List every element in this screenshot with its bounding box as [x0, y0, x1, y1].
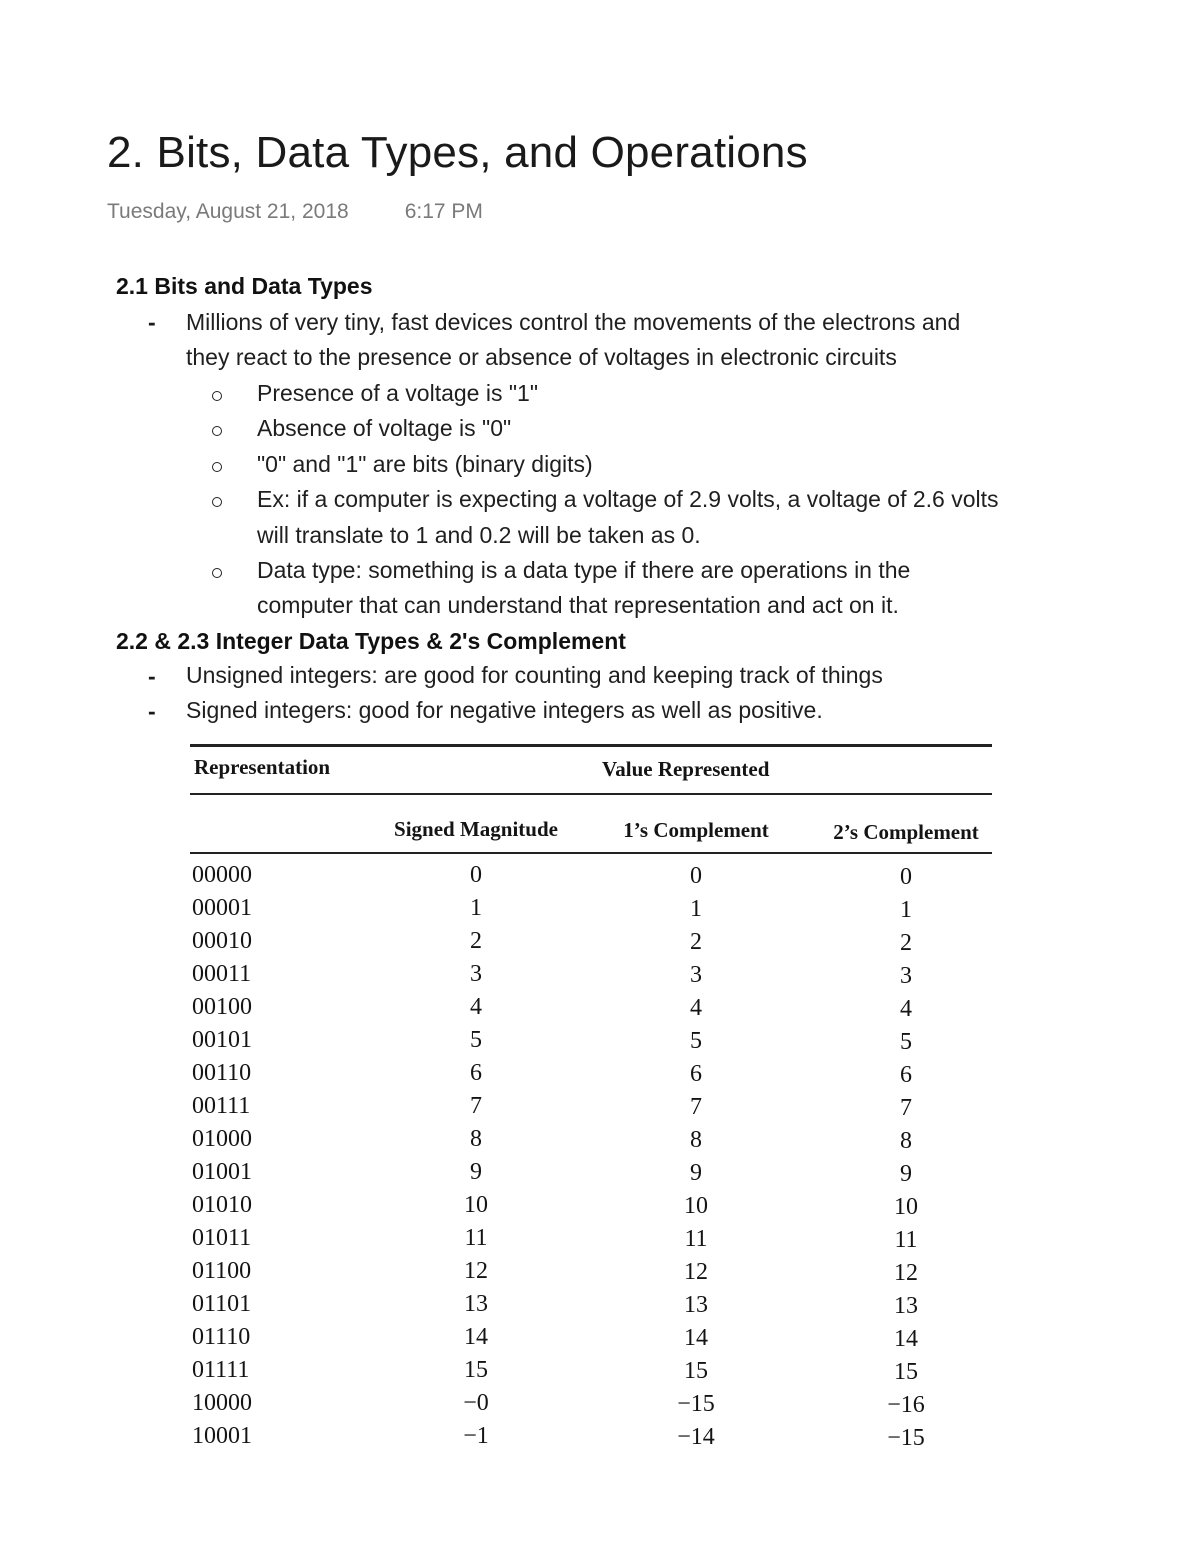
cell-representation: 00000	[192, 862, 252, 888]
bullet-dash: -	[148, 309, 156, 335]
cell-representation: 00111	[192, 1093, 251, 1119]
sub-bullet-text: Presence of a voltage is "1"	[257, 380, 538, 406]
cell-representation: 00100	[192, 994, 252, 1020]
cell-representation: 00001	[192, 895, 252, 921]
cell-representation: 01110	[192, 1324, 251, 1350]
bullet-dash: -	[148, 663, 156, 689]
section-heading-bits: 2.1 Bits and Data Types	[116, 273, 373, 299]
bullet-text: they react to the presence or absence of voltages in electronic circuits	[186, 344, 897, 370]
cell-representation: 01101	[192, 1291, 252, 1317]
sub-bullet-text: Data type: something is a data type if there are operations in the	[257, 557, 911, 583]
page-title: 2. Bits, Data Types, and Operations	[107, 128, 808, 177]
table-header-value: Value Represented	[602, 757, 770, 781]
sub-bullet-text: Ex: if a computer is expecting a voltage of 2.9 volts, a voltage of 2.6 volts	[257, 486, 999, 512]
table-rule-header-bottom	[190, 852, 992, 854]
bullet-circle	[212, 462, 222, 472]
sub-bullet-text: computer that can understand that representation and act on it.	[257, 592, 899, 618]
section-heading-integers: 2.2 & 2.3 Integer Data Types & 2's Complement	[116, 628, 626, 654]
sub-bullet-text: "0" and "1" are bits (binary digits)	[257, 451, 593, 477]
cell-representation: 00101	[192, 1027, 252, 1053]
table-header-representation: Representation	[194, 755, 331, 779]
cell-representation: 10001	[192, 1423, 252, 1449]
cell-representation: 01011	[192, 1225, 252, 1251]
table-rule-mid	[190, 793, 992, 795]
cell-representation: 01111	[192, 1357, 250, 1383]
bullet-circle	[212, 426, 222, 436]
bullet-dash: -	[148, 698, 156, 724]
integer-representation-table: Representation Value Represented Signed Magnitude 1’s Complement 2’s Complement 00000 0 0 0 00001 1 1 1 00010 2 2 2 00011 3 3 3 00100 4 4 4 00101 5 5 5 00110 6 6 6 00111 7 7 7 01000 8 8 8 01001 9 9 9 01010 10 10 10 01011 11 11 11 01100 12 12 12 01101 13 13 13 01110 14 14 14 01111 15 15 15 10000 −0 −15 −16 10001 −1 −14 −15	[190, 740, 992, 1435]
cell-representation: 01001	[192, 1159, 252, 1185]
cell-representation: 00011	[192, 961, 252, 987]
bullet-text: Unsigned integers: are good for counting and keeping track of things	[186, 662, 883, 688]
bullet-text: Millions of very tiny, fast devices control the movements of the electrons and	[186, 309, 961, 335]
bullet-circle	[212, 497, 222, 507]
bullet-circle	[212, 391, 222, 401]
cell-representation: 01010	[192, 1192, 252, 1218]
page-time: 6:17 PM	[404, 200, 483, 223]
bullet-circle	[212, 568, 222, 578]
cell-representation: 00010	[192, 928, 252, 954]
sub-bullet-text: Absence of voltage is "0"	[257, 415, 512, 441]
page-timestamp	[107, 200, 483, 224]
cell-representation: 00110	[192, 1060, 252, 1086]
sub-bullet-text: will translate to 1 and 0.2 will be taken as 0.	[257, 522, 701, 548]
table-rule-top	[190, 744, 992, 747]
cell-representation: 01100	[192, 1258, 252, 1284]
bullet-text: Signed integers: good for negative integers as well as positive.	[186, 697, 823, 723]
page-date: Tuesday, August 21, 2018	[107, 200, 349, 223]
cell-representation: 10000	[192, 1390, 252, 1416]
cell-representation: 01000	[192, 1126, 252, 1152]
